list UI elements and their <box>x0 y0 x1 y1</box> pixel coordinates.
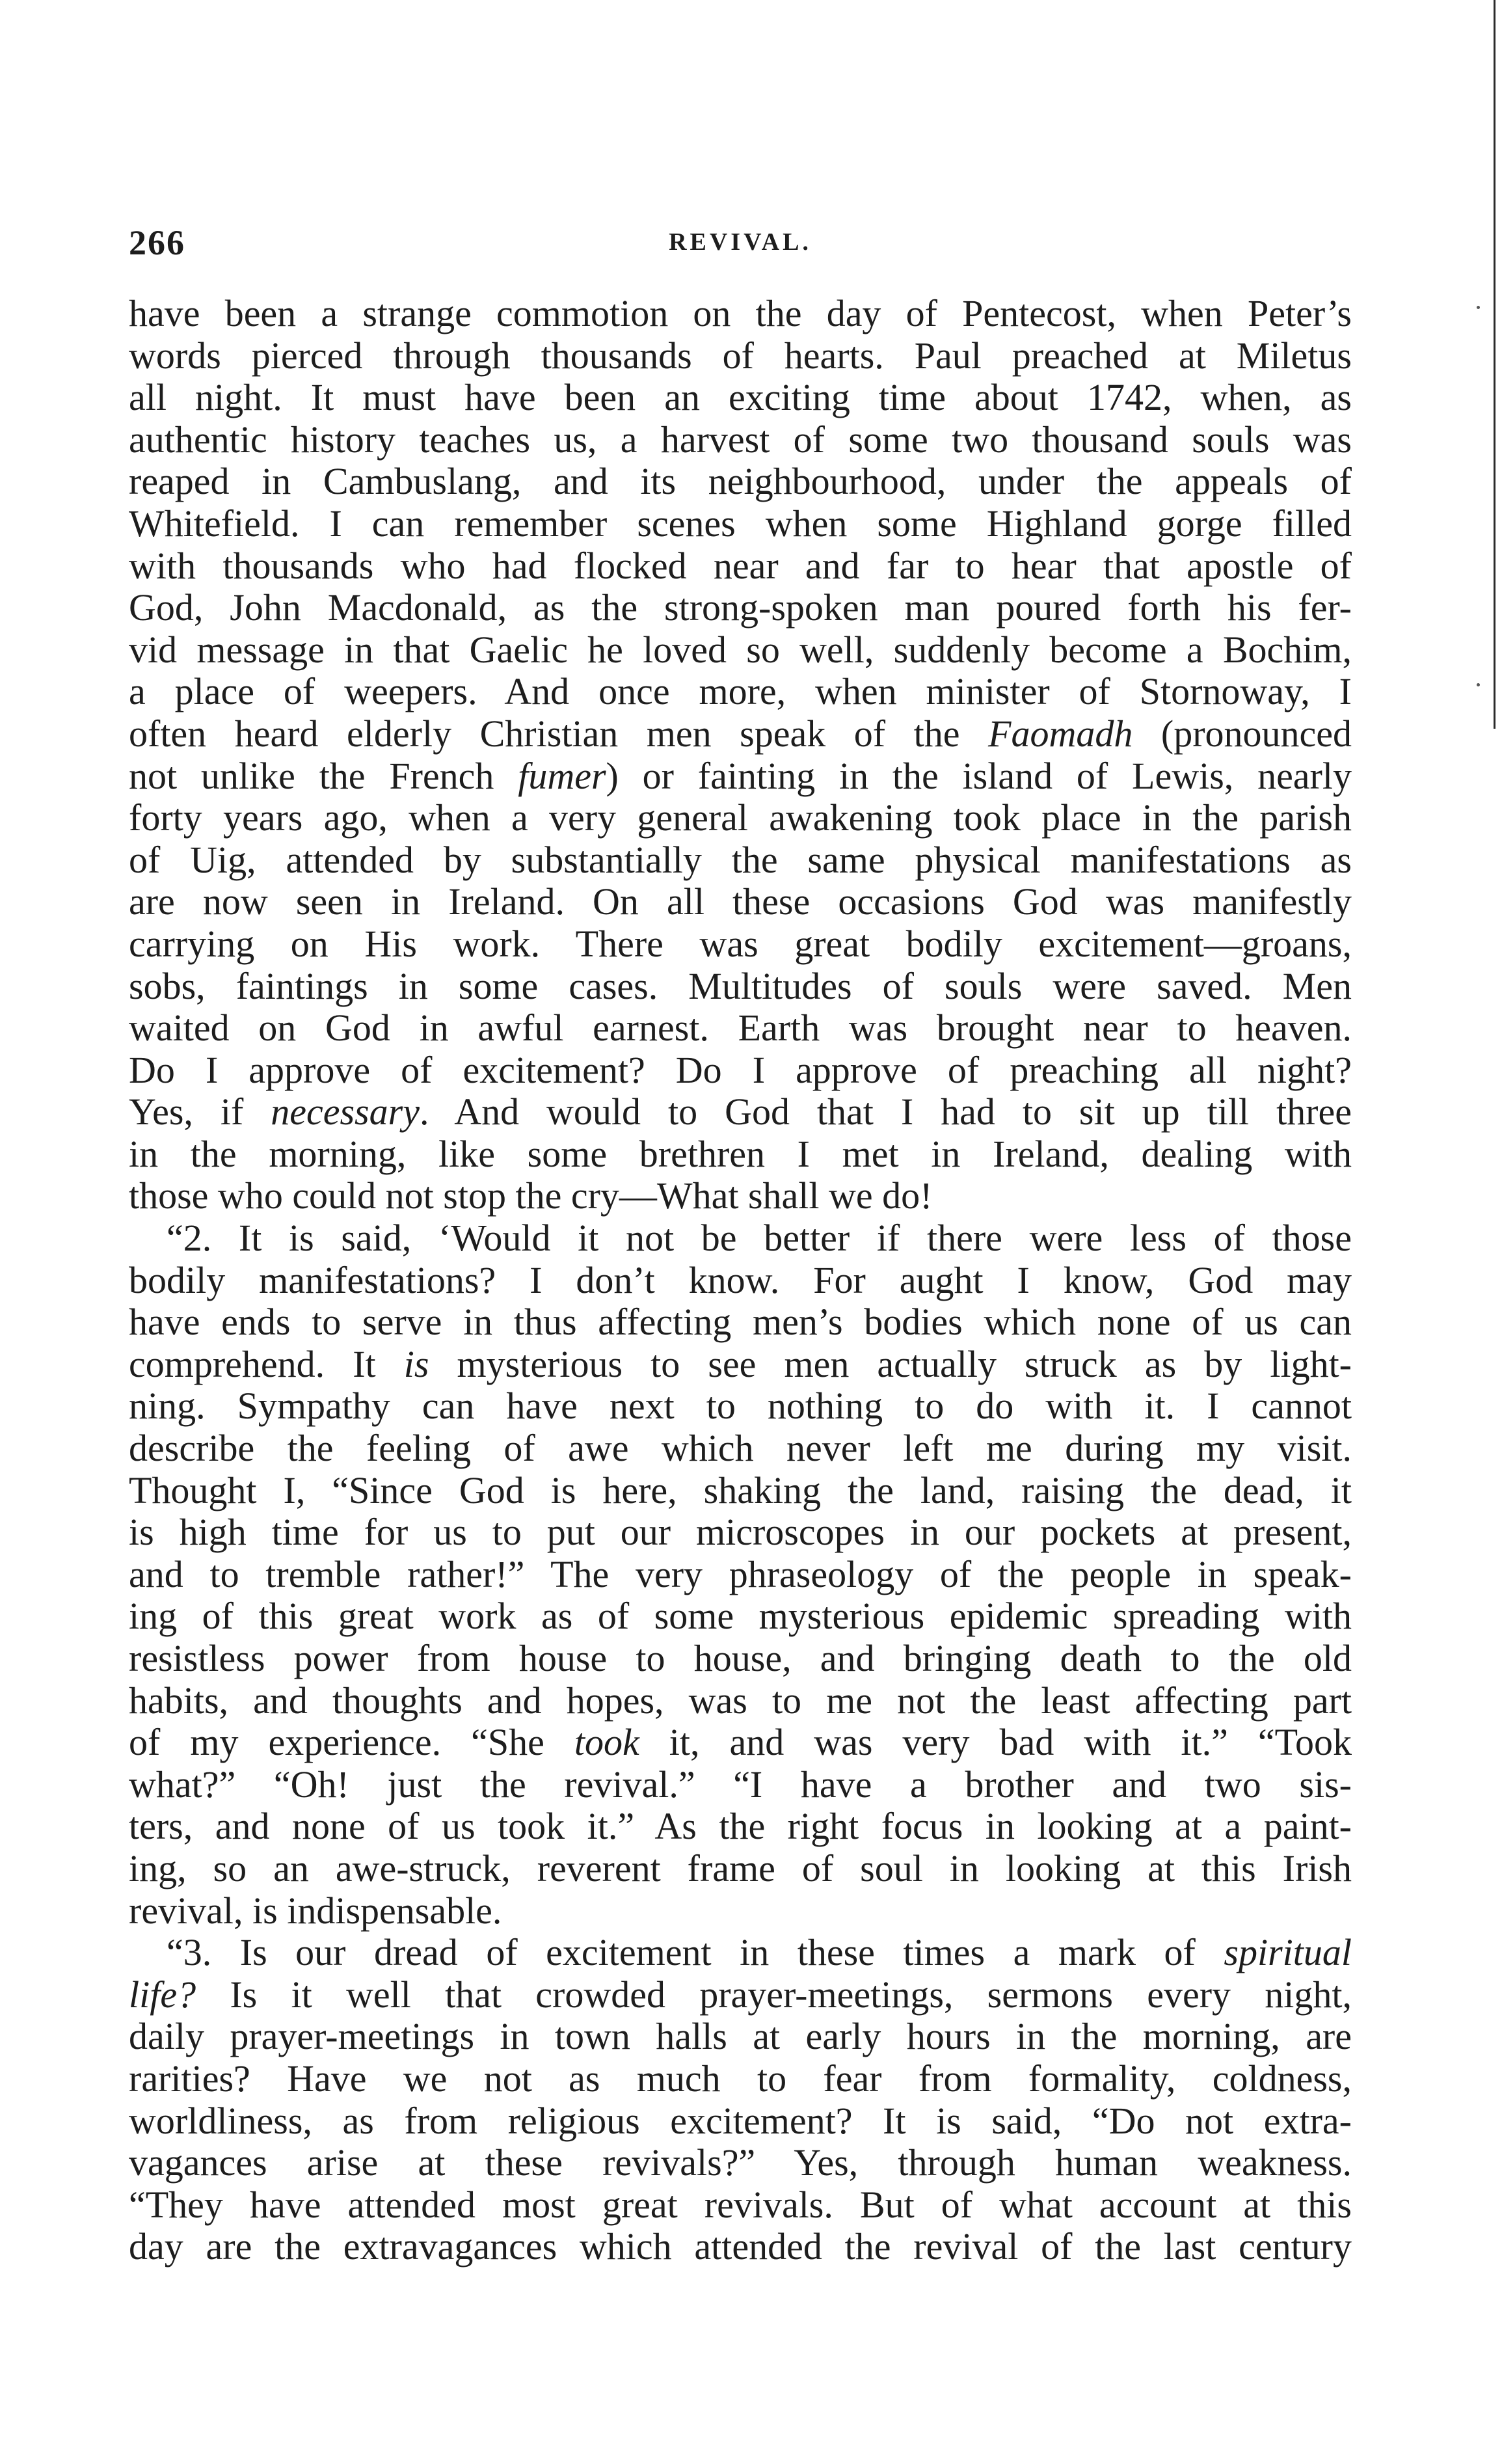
margin-mark <box>1477 683 1480 686</box>
text-line <box>129 755 1352 798</box>
text-line: bodily manifestations? I don’t know. For aught I know, God may <box>129 1258 1352 1301</box>
text-line: describe the feeling of awe which never left me during my visit. <box>129 1427 1352 1470</box>
text-line: of Uig, attended by substantially the same physical manifestations as <box>129 838 1352 881</box>
running-title: REVIVAL. <box>669 228 812 256</box>
text-line: waited on God in awful earnest. Earth was brought near to heaven. <box>129 1007 1352 1049</box>
text-run: comprehend. It <box>129 1342 404 1385</box>
text-line: in the morning, like some brethren I met in Ireland, dealing with <box>129 1132 1352 1175</box>
text-line: Do I approve of excitement? Do I approve of preaching all night? <box>129 1048 1352 1091</box>
margin-mark <box>1477 306 1480 309</box>
text-line: resistless power from house to house, and bringing death to the old <box>129 1637 1352 1679</box>
text-line: words pierced through thousands of hearts. Paul preached at Miletus <box>129 334 1352 377</box>
text-line: ing, so an awe-struck, reverent frame of soul in looking at this Irish <box>129 1847 1352 1889</box>
text-line: worldliness, as from religious excitement? It is said, “Do not extra- <box>129 2099 1352 2142</box>
text-run: it, and was very bad with it.” “Took <box>639 1721 1352 1764</box>
text-line: day are the extravagances which attended the revival of the last century <box>129 2225 1352 2268</box>
text-line: daily prayer-meetings in town halls at early hours in the morning, are <box>129 2015 1352 2058</box>
text-line: ning. Sympathy can have next to nothing to do with it. I cannot <box>129 1385 1352 1428</box>
text-line: all night. It must have been an exciting time about 1742, when, as <box>129 376 1352 419</box>
page-edge-rule <box>1494 0 1495 729</box>
text-line: revival, is indispensable. <box>129 1889 502 1932</box>
text-line: those who could not stop the cry—What shall we do! <box>129 1174 933 1217</box>
text-line: and to tremble rather!” The very phraseology of the people in speak- <box>129 1552 1352 1595</box>
text-line <box>129 1722 1352 1764</box>
text-run: ) or fainting in the island of Lewis, nearly <box>606 754 1352 797</box>
italic-run: Faomadh <box>988 712 1133 755</box>
text-run: Is it well that crowded prayer-meetings, sermons every night, <box>196 1973 1352 2016</box>
page-number: 266 <box>129 223 185 262</box>
text-line: a place of weepers. And once more, when minister of Stornoway, I <box>129 670 1352 713</box>
text-line: reaped in Cambuslang, and its neighbourhood, under the appeals of <box>129 460 1352 503</box>
text-line <box>129 1974 1352 2016</box>
text-line: ters, and none of us took it.” As the right focus in looking at a paint- <box>129 1805 1352 1848</box>
text-line <box>129 1932 1352 1974</box>
text-run: Yes, if <box>129 1090 271 1133</box>
text-line: “2. It is said, ‘Would it not be better if there were less of those <box>167 1217 1352 1260</box>
text-line: habits, and thoughts and hopes, was to me not the least affecting part <box>129 1679 1352 1722</box>
text-line: God, John Macdonald, as the strong-spoken man poured forth his fer- <box>129 586 1352 629</box>
text-line: vagances arise at these revivals?” Yes, through human weakness. <box>129 2141 1352 2184</box>
text-line: is high time for us to put our microscopes in our pockets at present, <box>129 1511 1352 1554</box>
text-run: of my experience. “She <box>129 1721 574 1764</box>
text-run: mysterious to see men actually struck as by light- <box>429 1342 1352 1385</box>
italic-run: life? <box>129 1973 196 2016</box>
text-line: carrying on His work. There was great bodily excitement—groans, <box>129 922 1352 965</box>
italic-run: spiritual <box>1224 1931 1352 1974</box>
italic-run: took <box>574 1721 639 1764</box>
text-run: . And would to God that I had to sit up till three <box>419 1090 1352 1133</box>
italic-run: is <box>403 1342 429 1385</box>
text-line: sobs, faintings in some cases. Multitudes of souls were saved. Men <box>129 964 1352 1007</box>
text-line: have been a strange commotion on the day of Pentecost, when Peter’s <box>129 292 1352 334</box>
italic-run: fumer <box>518 754 606 797</box>
text-line: with thousands who had flocked near and far to hear that apostle of <box>129 544 1352 587</box>
body-text <box>129 293 1352 2268</box>
page-header <box>129 223 1352 275</box>
text-line <box>129 713 1352 755</box>
text-line <box>129 1091 1352 1133</box>
text-line: rarities? Have we not as much to fear from formality, coldness, <box>129 2057 1352 2100</box>
text-run: not unlike the French <box>129 754 518 797</box>
text-line: authentic history teaches us, a harvest of some two thousand souls was <box>129 418 1352 461</box>
text-line: ing of this great work as of some mysterious epidemic spreading with <box>129 1595 1352 1638</box>
text-line: what?” “Oh! just the revival.” “I have a brother and two sis- <box>129 1763 1352 1806</box>
text-line: vid message in that Gaelic he loved so well, suddenly become a Bochim, <box>129 628 1352 671</box>
text-line: are now seen in Ireland. On all these occasions God was manifestly <box>129 880 1352 923</box>
text-line: forty years ago, when a very general awakening took place in the parish <box>129 796 1352 839</box>
text-line <box>129 1344 1352 1386</box>
text-line: Thought I, “Since God is here, shaking the land, raising the dead, it <box>129 1469 1352 1511</box>
italic-run: necessary <box>271 1090 420 1133</box>
text-line: have ends to serve in thus affecting men’s bodies which none of us can <box>129 1301 1352 1344</box>
text-run: often heard elderly Christian men speak of the <box>129 712 989 755</box>
text-line: Whitefield. I can remember scenes when some Highland gorge filled <box>129 502 1352 545</box>
text-run: “3. Is our dread of excitement in these times a mark of <box>167 1931 1224 1974</box>
text-line: “They have attended most great revivals. But of what account at this <box>129 2183 1352 2226</box>
text-run: (pronounced <box>1133 712 1352 755</box>
